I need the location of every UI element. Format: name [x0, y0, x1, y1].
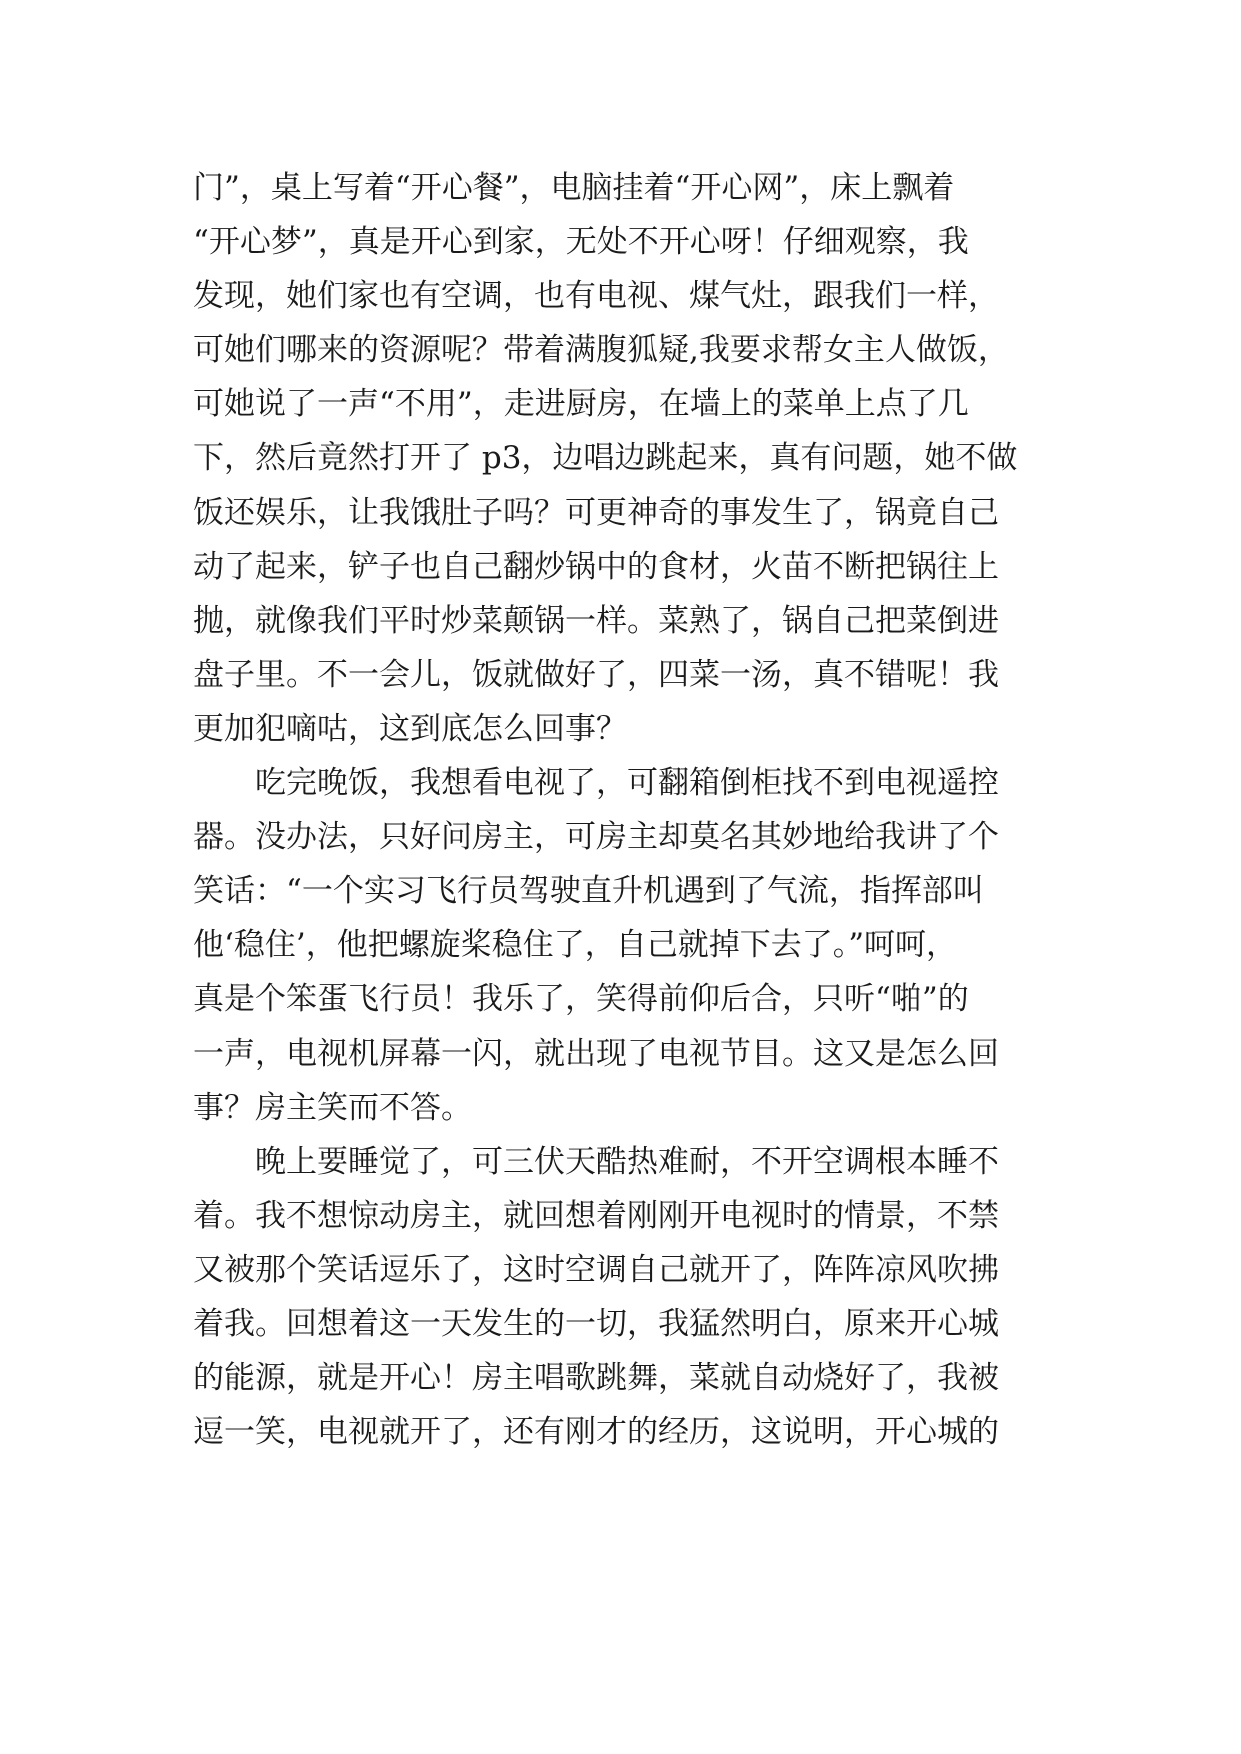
text-line: 可她们哪来的资源呢？带着满腹狐疑,我要求帮女主人做饭，: [193, 332, 1009, 369]
text-line: 饭还娱乐，让我饿肚子吗？可更神奇的事发生了，锅竟自己: [193, 494, 999, 531]
text-line: “开心梦”，真是开心到家，无处不开心呀！仔细观察，我: [193, 224, 969, 261]
text-line: 下，然后竟然打开了 p3，边唱边跳起来，真有问题，她不做: [193, 440, 1018, 477]
text-line: 笑话：“一个实习飞行员驾驶直升机遇到了气流，指挥部叫: [193, 873, 984, 910]
text-line: 器。没办法，只好问房主，可房主却莫名其妙地给我讲了个: [193, 819, 999, 856]
text-line: 发现，她们家也有空调，也有电视、煤气灶，跟我们一样，: [193, 278, 999, 315]
text-line: 可她说了一声“不用”，走进厨房，在墙上的菜单上点了几: [193, 386, 969, 423]
text-line: 真是个笨蛋飞行员！我乐了，笑得前仰后合，只听“啪”的: [193, 981, 969, 1018]
text-line: 着我。回想着这一天发生的一切，我猛然明白，原来开心城: [193, 1305, 999, 1342]
text-line: 一声，电视机屏幕一闪，就出现了电视节目。这又是怎么回: [193, 1035, 999, 1072]
text-line: 他‘稳住’，他把螺旋桨稳住了，自己就掉下去了。”呵呵，: [193, 927, 958, 964]
text-line: 更加犯嘀咕，这到底怎么回事？: [193, 710, 627, 747]
text-line: 门”，桌上写着“开心餐”，电脑挂着“开心网”，床上飘着: [193, 170, 955, 206]
text-line: 盘子里。不一会儿，饭就做好了，四菜一汤，真不错呢！我: [193, 656, 999, 693]
text-line: 事？房主笑而不答。: [193, 1089, 472, 1126]
text-line: 抛，就像我们平时炒菜颠锅一样。菜熟了，锅自己把菜倒进: [193, 602, 999, 639]
text-line: 逗一笑，电视就开了，还有刚才的经历，这说明，开心城的: [193, 1414, 999, 1451]
text-line: 着。我不想惊动房主，就回想着刚刚开电视时的情景，不禁: [193, 1197, 999, 1234]
text-line: 晚上要睡觉了，可三伏天酷热难耐，不开空调根本睡不: [255, 1143, 999, 1180]
text-line: 的能源，就是开心！房主唱歌跳舞，菜就自动烧好了，我被: [193, 1360, 999, 1397]
body-text: [193, 161, 1063, 1459]
text-line: 吃完晚饭，我想看电视了，可翻箱倒柜找不到电视遥控: [255, 765, 999, 802]
text-line: 又被那个笑话逗乐了，这时空调自己就开了，阵阵凉风吹拂: [193, 1251, 999, 1288]
text-line: 动了起来，铲子也自己翻炒锅中的食材，火苗不断把锅往上: [193, 548, 999, 585]
